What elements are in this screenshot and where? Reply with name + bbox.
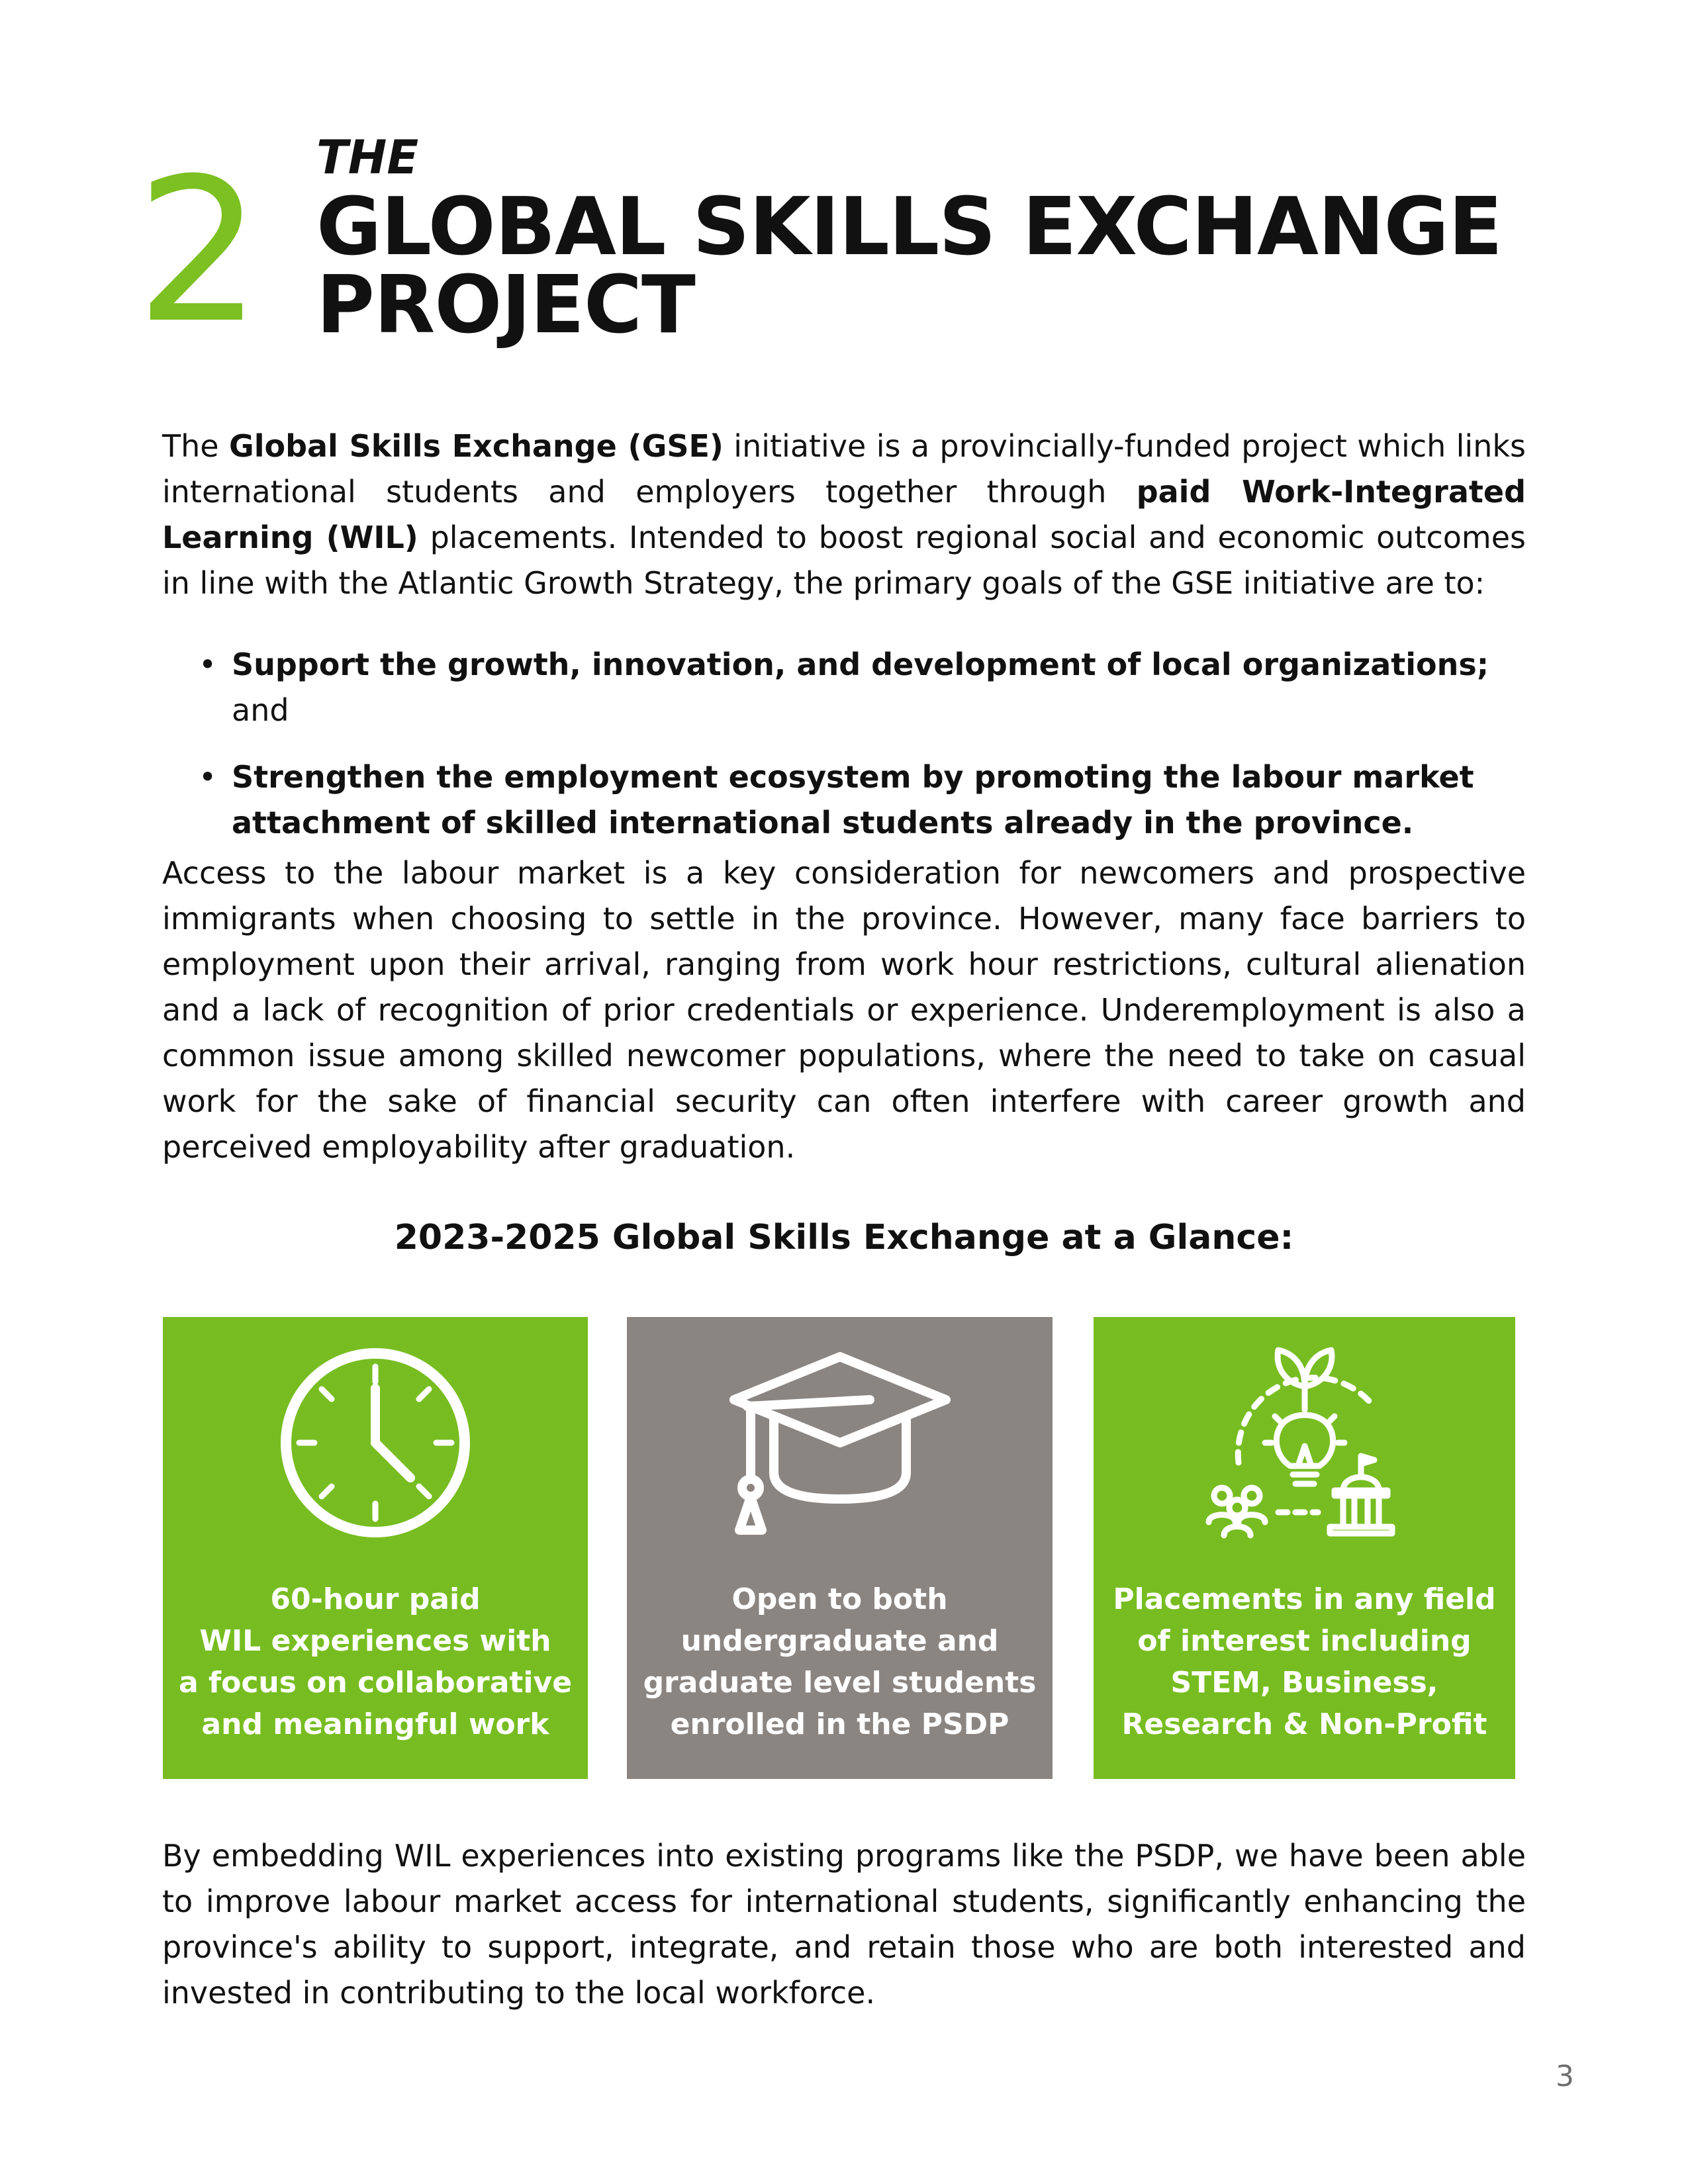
growth-ideas-icon [1199,1337,1411,1549]
intro-text: The [162,428,229,464]
card-placements [1094,1317,1515,1779]
closing-paragraph: By embedding WIL experiences into existing programs like the PSDP, we have been able to improve labour market access for international students, significantly enhancing the province's ability to support, integrate, and retain those who are both interested and invested in contributing to the local workforce. [162,1838,1526,2011]
access-paragraph: Access to the labour market is a key consideration for newcomers and prospective immigrants when choosing to settle in the province. However, many face barriers to employment upon their arrival, ranging from work hour restrictions, cultural alienation and a lack of recognition of prior credentials or experience. Underemployment is also a common issue among skilled newcomer populations, where the need to take on casual work for the sake of financial security can often interfere with career growth and perceived employability after graduation. [162,855,1526,1165]
goal-bold: Support the growth, innovation, and development of local organizations; [232,647,1489,682]
card-text: Open to both undergraduate and graduate level students enrolled in the PSDP [643,1582,1037,1741]
chapter-number: 2 [136,136,262,367]
glance-title: 2023-2025 Global Skills Exchange at a Glance: [394,1218,1294,1257]
title-prefix: THE [316,130,419,185]
goal-bold: Strengthen the employment ecosystem by promoting the labour market attachment of skilled international students already in the province. [232,759,1474,841]
intro-bold-wil: paid Work-Integrated Learning (WIL) [162,474,1526,555]
page-title [316,130,1502,351]
intro-paragraph [162,424,1526,606]
page-number: 3 [1556,2060,1574,2093]
title-line-1: GLOBAL SKILLS EXCHANGE [316,181,1502,273]
clock-icon [276,1343,475,1542]
graduation-cap-icon [721,1343,959,1542]
intro-text: placements. Intended to boost regional social and economic outcomes in line with the Atlantic Growth Strategy, the primary goals of the GSE initiative are to: [162,520,1526,601]
card-eligibility [627,1317,1053,1779]
goal-text: and [232,692,289,728]
intro-bold-gse: Global Skills Exchange (GSE) [228,428,724,464]
intro-text: initiative is a provincially-funded project which links international students and employers together through [162,428,1526,510]
title-line-2: PROJECT [316,259,695,351]
list-item [199,754,1509,846]
card-text: Placements in any field of interest including STEM, Business, Research & Non-Profit [1113,1582,1496,1741]
goals-list [199,642,1509,867]
card-text: 60-hour paid WIL experiences with a focus on collaborative and meaningful work [178,1582,573,1741]
card-wil-hours [163,1317,588,1779]
list-item [199,642,1509,733]
